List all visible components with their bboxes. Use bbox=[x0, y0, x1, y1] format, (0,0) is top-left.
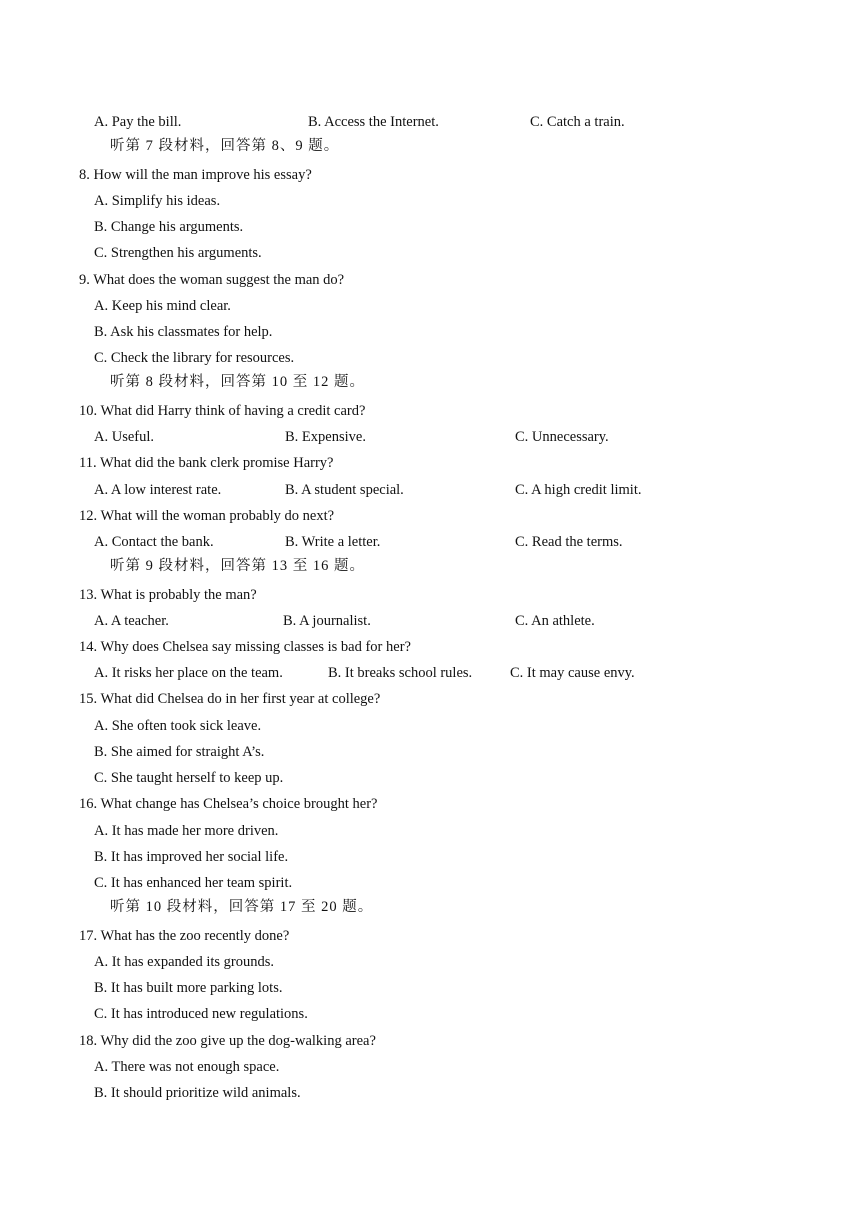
q16-question: 16. What change has Chelsea’s choice brought her? bbox=[79, 796, 378, 812]
q13-question: 13. What is probably the man? bbox=[79, 587, 257, 603]
q11-option-c: C. A high credit limit. bbox=[515, 482, 642, 498]
q7-option-c: C. Catch a train. bbox=[530, 114, 625, 130]
q12-option-c: C. Read the terms. bbox=[515, 534, 623, 550]
q18-option-b: B. It should prioritize wild animals. bbox=[94, 1085, 301, 1101]
section-10-instruction: 听第 10 段材料，回答第 17 至 20 题。 bbox=[110, 899, 374, 915]
q7-option-b: B. Access the Internet. bbox=[308, 114, 439, 130]
q13-option-c: C. An athlete. bbox=[515, 613, 595, 629]
q11-question: 11. What did the bank clerk promise Harry? bbox=[79, 455, 334, 471]
q14-option-a: A. It risks her place on the team. bbox=[94, 665, 283, 681]
q18-option-a: A. There was not enough space. bbox=[94, 1059, 280, 1075]
q9-option-b: B. Ask his classmates for help. bbox=[94, 324, 273, 340]
q12-question: 12. What will the woman probably do next? bbox=[79, 508, 335, 524]
q12-option-a: A. Contact the bank. bbox=[94, 534, 214, 550]
q13-option-a: A. A teacher. bbox=[94, 613, 169, 629]
q14-option-b: B. It breaks school rules. bbox=[328, 665, 473, 681]
q12-option-b: B. Write a letter. bbox=[285, 534, 381, 550]
q17-option-c: C. It has introduced new regulations. bbox=[94, 1006, 308, 1022]
q8-option-b: B. Change his arguments. bbox=[94, 219, 244, 235]
q16-option-a: A. It has made her more driven. bbox=[94, 823, 279, 839]
q11-option-a: A. A low interest rate. bbox=[94, 482, 222, 498]
q17-option-a: A. It has expanded its grounds. bbox=[94, 954, 275, 970]
q18-question: 18. Why did the zoo give up the dog-walking area? bbox=[79, 1033, 376, 1049]
q16-option-c: C. It has enhanced her team spirit. bbox=[94, 875, 293, 891]
q15-question: 15. What did Chelsea do in her first year at college? bbox=[79, 691, 381, 707]
q7-option-a: A. Pay the bill. bbox=[94, 114, 182, 130]
q14-question: 14. Why does Chelsea say missing classes is bad for her? bbox=[79, 639, 411, 655]
q10-option-c: C. Unnecessary. bbox=[515, 429, 609, 445]
q15-option-c: C. She taught herself to keep up. bbox=[94, 770, 284, 786]
q17-question: 17. What has the zoo recently done? bbox=[79, 928, 290, 944]
section-7-instruction: 听第 7 段材料，回答第 8、9 题。 bbox=[110, 138, 340, 154]
q15-option-a: A. She often took sick leave. bbox=[94, 718, 262, 734]
q9-option-c: C. Check the library for resources. bbox=[94, 350, 295, 366]
q8-option-a: A. Simplify his ideas. bbox=[94, 193, 221, 209]
q10-option-a: A. Useful. bbox=[94, 429, 155, 445]
q17-option-b: B. It has built more parking lots. bbox=[94, 980, 283, 996]
q10-question: 10. What did Harry think of having a credit card? bbox=[79, 403, 366, 419]
q15-option-b: B. She aimed for straight A’s. bbox=[94, 744, 265, 760]
q11-option-b: B. A student special. bbox=[285, 482, 404, 498]
q9-option-a: A. Keep his mind clear. bbox=[94, 298, 231, 314]
section-8-instruction: 听第 8 段材料，回答第 10 至 12 题。 bbox=[110, 374, 365, 390]
section-9-instruction: 听第 9 段材料，回答第 13 至 16 题。 bbox=[110, 558, 365, 574]
q10-option-b: B. Expensive. bbox=[285, 429, 366, 445]
q8-option-c: C. Strengthen his arguments. bbox=[94, 245, 262, 261]
q14-option-c: C. It may cause envy. bbox=[510, 665, 635, 681]
q8-question: 8. How will the man improve his essay? bbox=[79, 167, 312, 183]
q13-option-b: B. A journalist. bbox=[283, 613, 371, 629]
q16-option-b: B. It has improved her social life. bbox=[94, 849, 289, 865]
q9-question: 9. What does the woman suggest the man do? bbox=[79, 272, 345, 288]
